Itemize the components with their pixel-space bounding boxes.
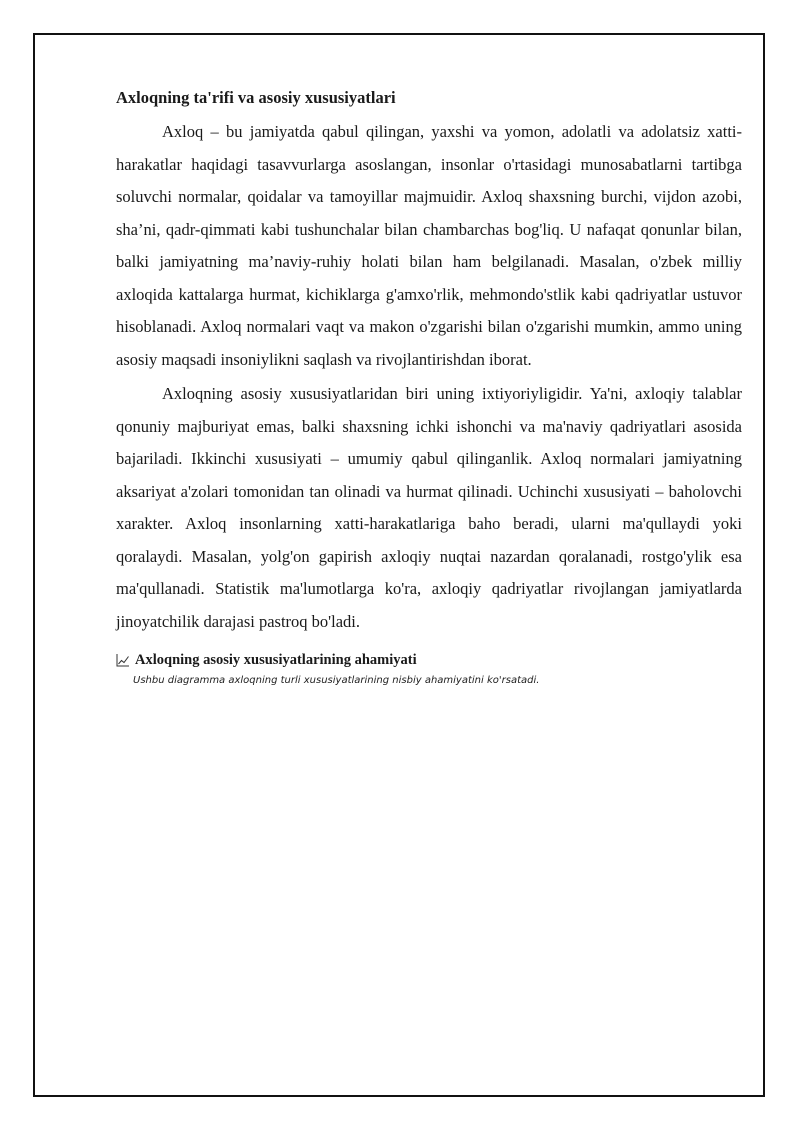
figure-caption	[116, 650, 742, 670]
figure-subtitle: Ushbu diagramma axloqning turli xususiyatlarining nisbiy ahamiyatini ko'rsatadi.	[133, 675, 540, 686]
chart-line-icon	[116, 653, 130, 667]
document-content	[116, 86, 742, 688]
paragraph-features: Axloqning asosiy xususiyatlaridan biri uning ixtiyoriyligidir. Ya'ni, axloqiy talablar qonuniy majburiyat emas, balki shaxsning ichki ishonchi va ma'naviy qadriyatlari asosida bajariladi. Ikkinchi xususiyati – umumiy qabul qilinganlik. Axloq normalari jamiyatning aksariyat a'zolari tomonidan tan olinadi va hurmat qilinadi. Uchinchi xususiyati – baholovchi xarakter. Axloq insonlarning xatti-harakatlariga baho beradi, ularni ma'qullaydi yoki qoralaydi. Masalan, yolg'on gapirish axloqiy nuqtai nazardan qoralanadi, rostgo'ylik esa ma'qullanadi. Statistik ma'lumotlarga ko'ra, axloqiy qadriyatlar rivojlangan jamiyatlarda jinoyatchilik darajasi pastroq bo'ladi.	[116, 384, 742, 631]
paragraph-definition: Axloq – bu jamiyatda qabul qilingan, yaxshi va yomon, adolatli va adolatsiz xatti-harakatlar haqidagi tasavvurlarga asoslangan, insonlar o'rtasidagi munosabatlarni tartibga soluvchi normalar, qoidalar va tamoyillar majmuidir. Axloq shaxsning burchi, vijdon azobi, sha’ni, qadr-qimmati kabi tushunchalar bilan chambarchas bog'liq. U nafaqat qonunlar bilan, balki jamiyatning ma’naviy-ruhiy holati bilan ham belgilanadi. Masalan, o'zbek milliy axloqida kattalarga hurmat, kichiklarga g'amxo'rlik, mehmondo'stlik kabi qadriyatlar ustuvor hisoblanadi. Axloq normalari vaqt va makon o'zgarishi bilan o'zgarishi mumkin, ammo uning asosiy maqsadi insoniylikni saqlash va rivojlantirishdan iborat.	[116, 122, 742, 369]
section-heading: Axloqning ta'rifi va asosiy xususiyatlari	[116, 88, 396, 107]
figure-title: Axloqning asosiy xususiyatlarining ahamiyati	[135, 652, 417, 668]
